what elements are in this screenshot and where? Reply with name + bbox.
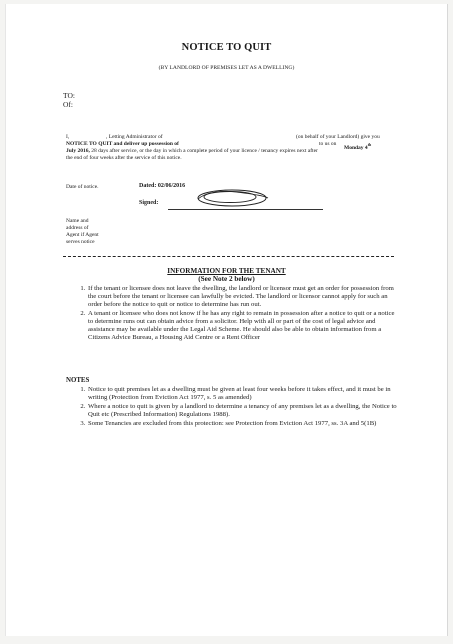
dashed-divider [63,256,394,257]
document-title: NOTICE TO QUIT [181,42,272,53]
info-subheading: (See Note 2 below) [198,275,255,283]
note-item: 2. Where a notice to quit is given by a landlord to determine a tenancy of any premises let as a dwelling, the Notice to Quit etc (Prescribed Information) Regulations 1988). [87,403,399,419]
body-line1-middle: , Letting Administrator of [106,134,163,140]
date-of-notice-label: Date of notice. [66,184,99,190]
info-item: 1. If the tenant or licensee does not leave the dwelling, the landlord or licensor must get an order for possession from the court before the tenant or licensee can lawfully be evicted. The landlord or licensor cannot apply for such an order before the notice to quit or notice to determine has run out. [87,285,399,309]
dated-value: Dated: 02/06/2016 [139,183,186,189]
signed-label: Signed: [139,200,159,206]
notes-list [73,386,399,429]
document-subtitle: (BY LANDLORD OF PREMISES LET AS A DWELLING) [158,65,295,71]
note-item: 1. Notice to quit premises let as a dwelling must be given at least four weeks before it takes effect, and it must be in writing (Protection from Eviction Act 1977, s. 5 as amended) [87,386,399,402]
agent-label-line: serves notice [66,239,95,245]
body-line2-bold: NOTICE TO QUIT and deliver up possession of [66,141,179,147]
body-line2-date: Monday 4th [344,142,372,151]
agent-label-line: address of [66,225,89,231]
body-line3: July 2016, 28 days after service, or the day in which a complete period of your licence / tenancy expires next after [66,148,318,154]
info-item: 2. A tenant or licensee who does not know if he has any right to remain in possession after a notice to quit or a notice to determine runs out can obtain advice from a solicitor. Help with all or part of the cost of legal advice and assistance may be available under the Legal Aid Scheme. He should also be able to obtain information from a Citizens Advice Bureau, a Housing Aid Centre or a Rent Officer [87,310,399,342]
body-line1-end: (on behalf of your Landlord) give you [296,134,380,140]
to-label: TO: [63,91,75,100]
notes-heading: NOTES [66,377,90,384]
info-heading: INFORMATION FOR THE TENANT [167,267,286,275]
body-line4: the end of four weeks after the service of this notice. [66,155,182,161]
info-list [73,285,399,343]
of-label: Of: [63,100,73,109]
body-line2-to-us: to us on [319,141,337,147]
body-line1-start: I, [66,134,70,140]
agent-label-line: Agent if Agent [66,232,99,238]
signature-scribble [192,186,272,210]
note-item: 3. Some Tenancies are excluded from this protection: see Protection from Eviction Act 1977, ss. 3A and 5(1B) [87,420,399,428]
agent-label-line: Name and [66,218,89,224]
agent-label [66,218,99,246]
document-page [6,4,447,636]
